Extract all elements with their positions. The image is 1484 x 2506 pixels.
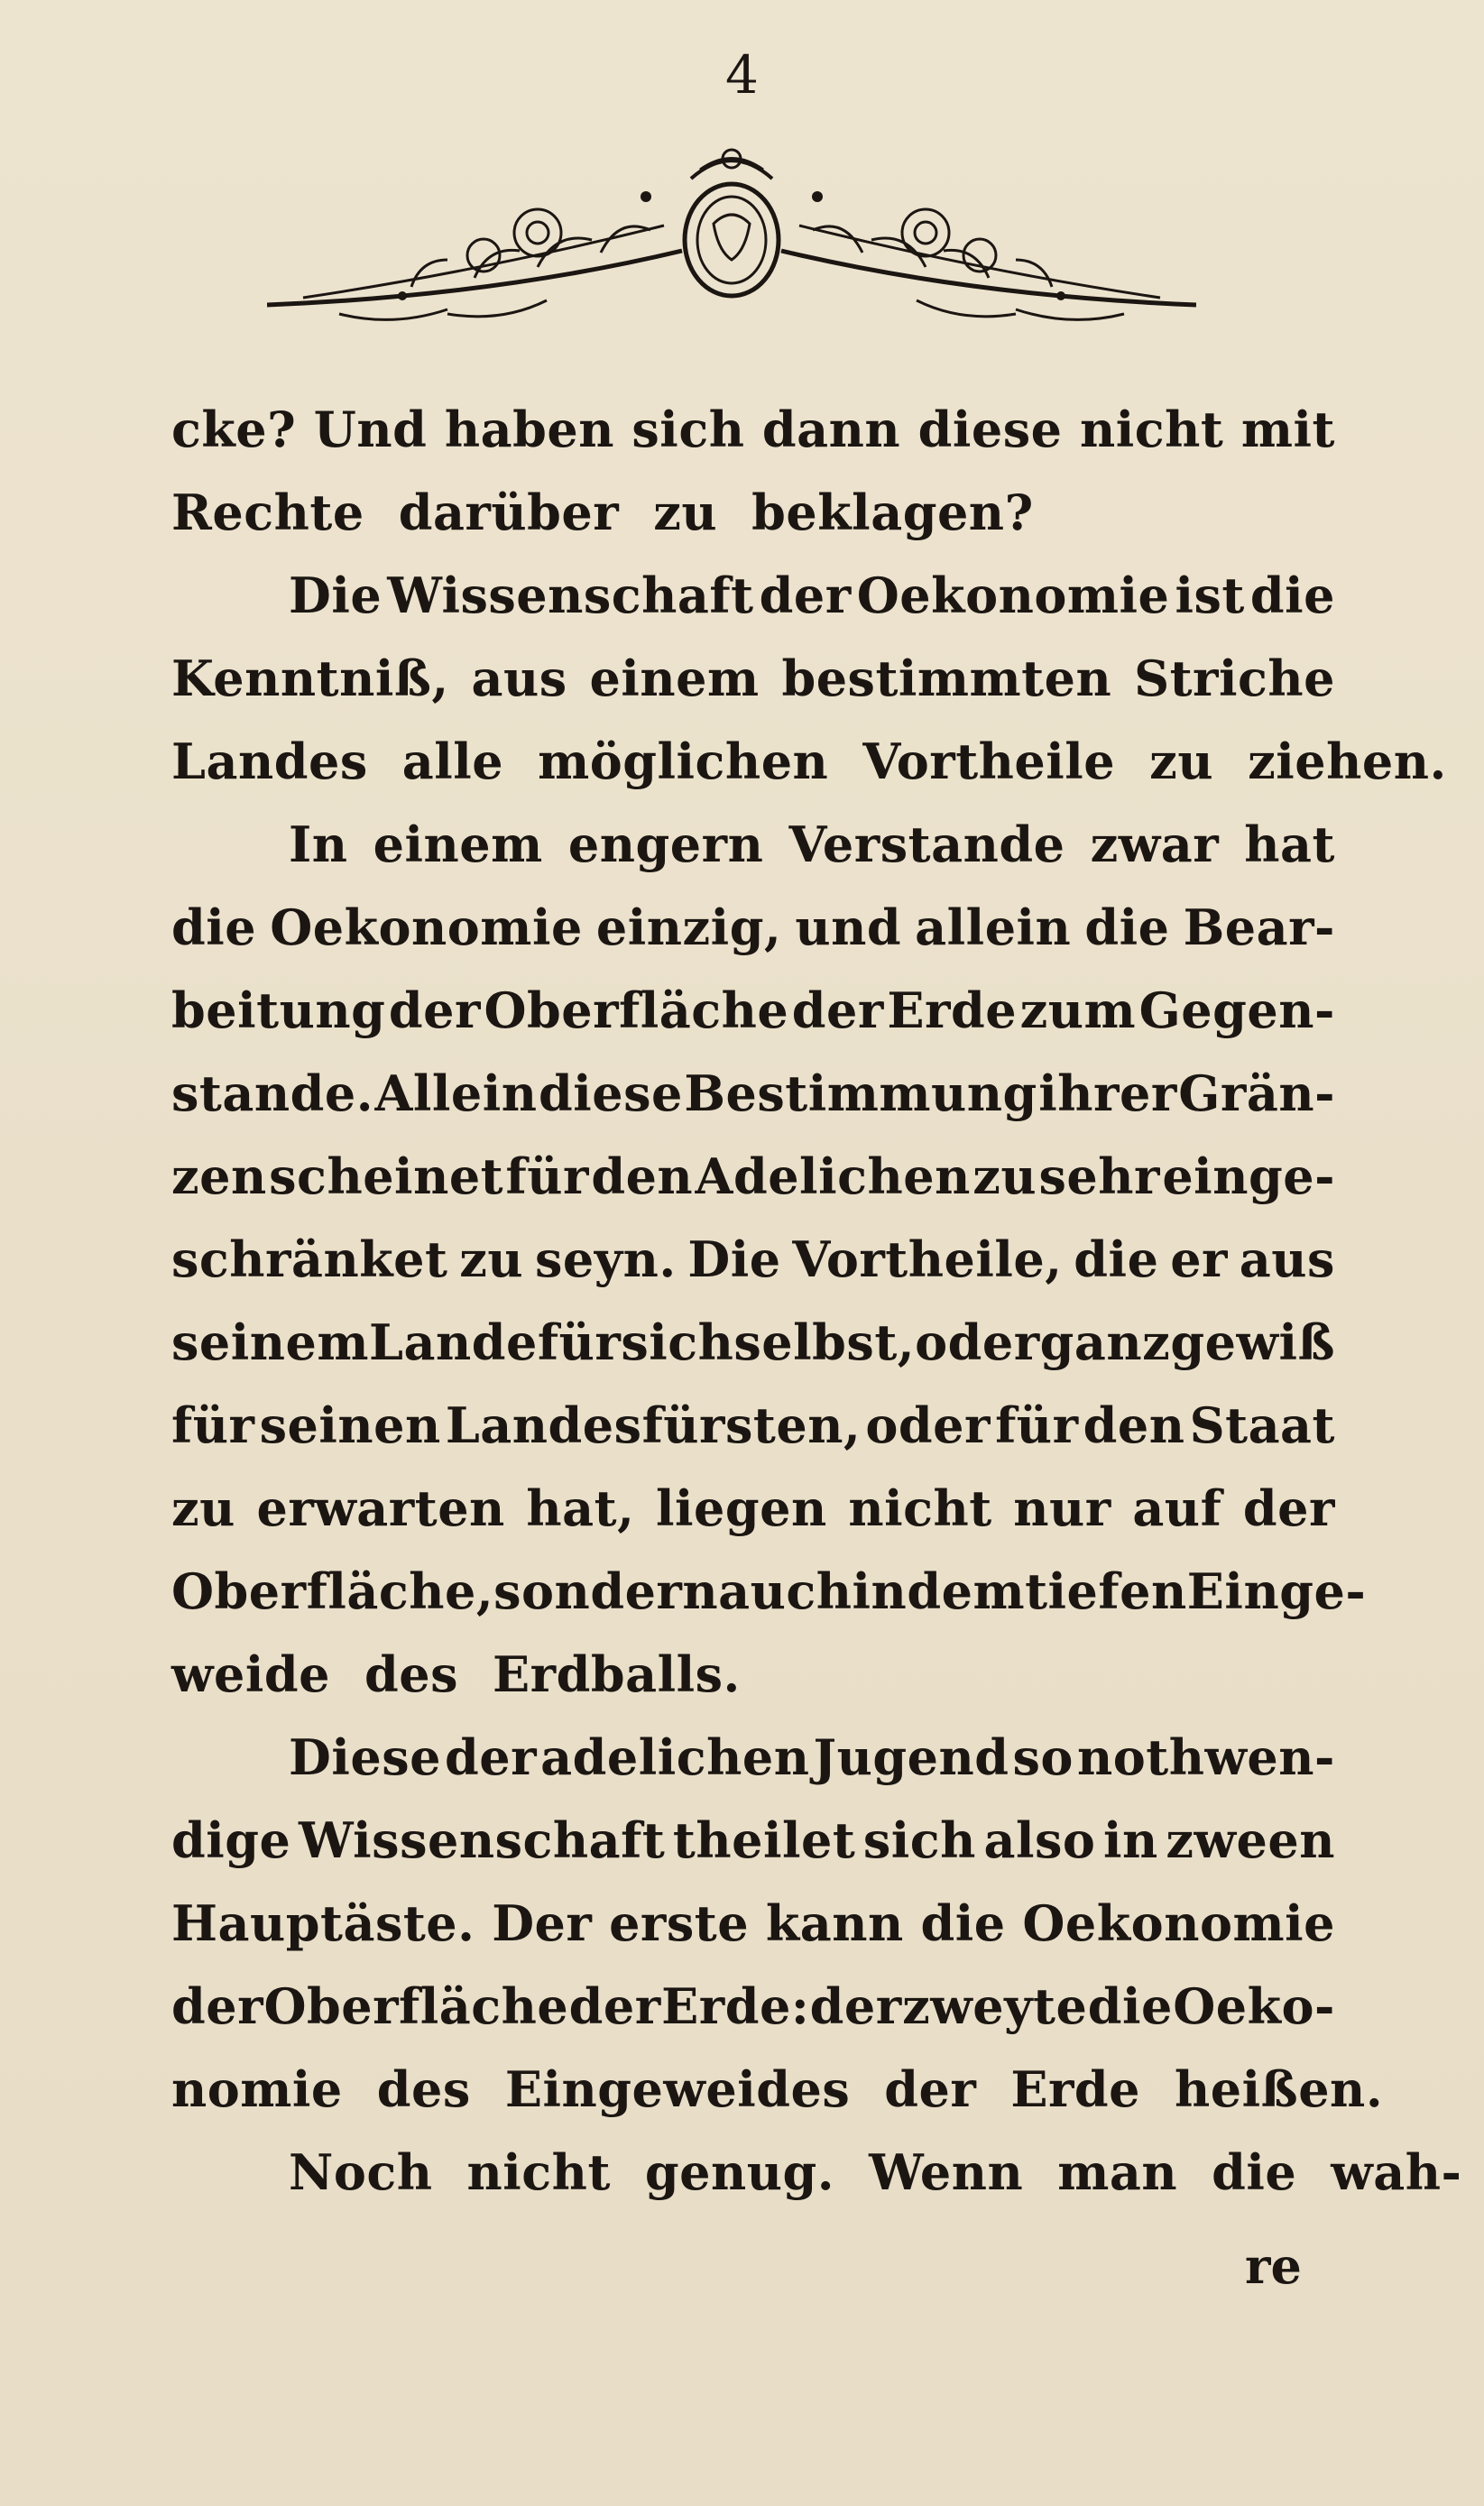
text-line: seinem Lande für sich selbst, oder ganz gewiß [171, 1313, 1335, 1371]
page-number: 4 [725, 44, 759, 106]
text-line: In einem engern Verstande zwar hat [289, 815, 1335, 873]
text-line: Diese der adelichen Jugend so nothwen- [289, 1728, 1335, 1786]
text-line: Oberfläche, sondern auch in dem tiefen Einge- [171, 1562, 1367, 1620]
text-line: nomie des Eingeweides der Erde heißen. [171, 2060, 1384, 2118]
page-text [171, 388, 1462, 2214]
text-line: schränket zu seyn. Die Vortheile, die er aus [171, 1230, 1335, 1288]
text-line: für seinen Landesfürsten, oder für den Staat [171, 1396, 1335, 1454]
text-line: Noch nicht genug. Wenn man die wah- [289, 2143, 1462, 2201]
text-line: beitung der Oberfläche der Erde zum Gegen- [171, 981, 1335, 1039]
text-line: die Oekonomie einzig, und allein die Bear- [171, 898, 1335, 956]
text-line: zen scheinet für den Adelichen zu sehr einge- [171, 1147, 1335, 1205]
text-line: weide des Erdballs. [171, 1645, 741, 1703]
text-line: Landes alle möglichen Vortheile zu ziehen. [171, 732, 1447, 790]
floral-headpiece-icon [267, 134, 1196, 350]
text-line: stande. Allein diese Bestimmung ihrer Grän- [171, 1064, 1335, 1122]
text-line: dige Wissenschaft theilet sich also in zween [171, 1811, 1335, 1869]
text-line: Hauptäste. Der erste kann die Oekonomie [171, 1894, 1335, 1952]
text-line: zu erwarten hat, liegen nicht nur auf der [171, 1479, 1335, 1537]
text-line: Kenntniß, aus einem bestimmten Striche [171, 650, 1335, 707]
text-line: Rechte darüber zu beklagen? [171, 484, 1034, 541]
catchword: re [1245, 2237, 1302, 2295]
text-line: Die Wissenschaft der Oekonomie ist die [289, 567, 1335, 624]
text-line: cke? Und haben sich dann diese nicht mit [171, 401, 1335, 458]
text-line: der Oberfläche der Erde: der zweyte die Oeko- [171, 1977, 1335, 2035]
